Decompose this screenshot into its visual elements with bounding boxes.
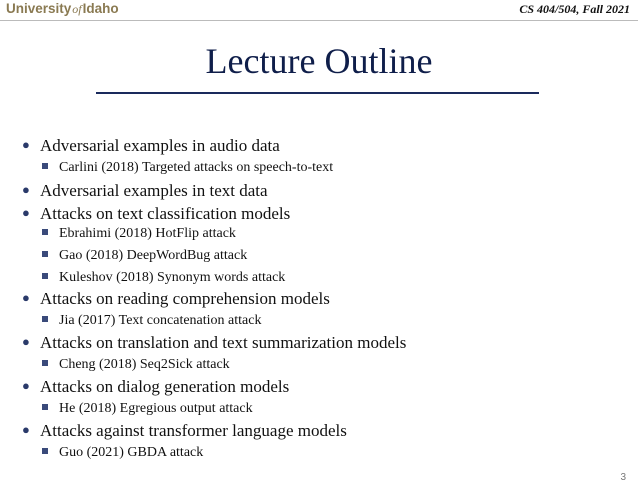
bullet-text: Attacks on translation and text summarization models [40,333,407,352]
bullet-text: Attacks on text classification models [40,204,291,223]
course-label: CS 404/504, Fall 2021 [519,2,630,16]
bullet-text: Cheng (2018) Seq2Sick attack [59,357,230,372]
round-bullet-icon: ● [22,422,30,437]
round-bullet-icon: ● [22,205,30,220]
sub-bullet-item [42,357,230,373]
round-bullet-icon: ● [22,334,30,349]
round-bullet-icon: ● [22,378,30,393]
square-bullet-icon [42,273,48,279]
round-bullet-icon: ● [22,137,30,152]
bullet-text: Kuleshov (2018) Synonym words attack [59,270,286,285]
sub-bullet-item [42,226,236,242]
bullet-text: Attacks on reading comprehension models [40,289,330,308]
bullet-text: Gao (2018) DeepWordBug attack [59,248,248,263]
slide-title: Lecture Outline [205,41,433,81]
square-bullet-icon [42,316,48,322]
bullet-item [22,377,289,397]
round-bullet-icon: ● [22,290,30,305]
square-bullet-icon [42,448,48,454]
bullet-item [22,181,268,201]
logo-word-of: of [72,2,82,16]
bullet-text: Adversarial examples in audio data [40,136,280,155]
bullet-text: Ebrahimi (2018) HotFlip attack [59,226,236,241]
bullet-text: Guo (2021) GBDA attack [59,445,204,460]
bullet-item [22,289,330,309]
page-number: 3 [620,472,626,483]
square-bullet-icon [42,163,48,169]
sub-bullet-item [42,160,333,176]
bullet-text: Attacks against transformer language models [40,421,347,440]
round-bullet-icon: ● [22,182,30,197]
logo-word-idaho: Idaho [82,1,119,16]
bullet-item [22,204,290,224]
bullet-item [22,136,280,156]
bullet-text: Jia (2017) Text concatenation attack [59,313,262,328]
bullet-text: Adversarial examples in text data [40,181,268,200]
square-bullet-icon [42,251,48,257]
square-bullet-icon [42,404,48,410]
square-bullet-icon [42,229,48,235]
bullet-text: Carlini (2018) Targeted attacks on speech-to-text [59,160,334,175]
square-bullet-icon [42,360,48,366]
logo-word-university: University [6,1,72,16]
bullet-item [22,421,347,441]
sub-bullet-item [42,401,253,417]
sub-bullet-item [42,270,285,286]
bullet-text: Attacks on dialog generation models [40,377,290,396]
sub-bullet-item [42,248,247,264]
sub-bullet-item [42,445,203,461]
sub-bullet-item [42,313,261,329]
bullet-text: He (2018) Egregious output attack [59,401,253,416]
bullet-item [22,333,406,353]
